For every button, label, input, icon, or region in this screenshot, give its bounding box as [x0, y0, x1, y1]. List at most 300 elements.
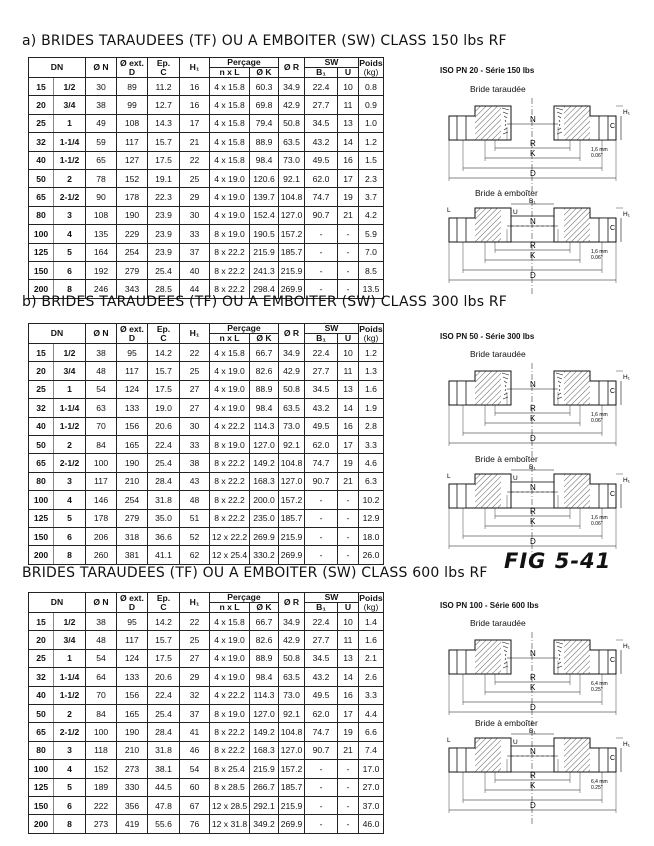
- table-cell: 14: [338, 133, 359, 151]
- table-cell: 8: [54, 546, 86, 564]
- table-row: [29, 491, 384, 509]
- table-cell: 1/2: [54, 78, 86, 96]
- table-cell: 4 x 15.8: [210, 151, 250, 169]
- table-cell: 34.5: [305, 114, 338, 132]
- table-cell: 4 x 19.0: [210, 631, 250, 649]
- table-cell: 51: [180, 509, 210, 527]
- col-h1: H₁: [180, 593, 210, 613]
- col-oext: Ø ext. D: [117, 593, 148, 613]
- table-cell: 92.1: [279, 169, 305, 187]
- table-cell: 41: [180, 723, 210, 741]
- table-cell: 12 x 22.2: [210, 527, 250, 545]
- table-cell: 127.0: [279, 741, 305, 759]
- table-cell: 33: [180, 225, 210, 243]
- table-cell: 150: [29, 261, 54, 279]
- table-cell: 15: [29, 78, 54, 96]
- table-cell: 48: [86, 362, 117, 380]
- table-cell: 117: [117, 362, 148, 380]
- table-cell: -: [338, 280, 359, 298]
- table-cell: 11.2: [148, 78, 180, 96]
- table-cell: 190: [117, 206, 148, 224]
- table-cell: 28.5: [148, 280, 180, 298]
- bride-emboiter-label: Bride à emboîter: [475, 454, 538, 464]
- table-cell: 98.4: [250, 668, 279, 686]
- table-cell: 13: [338, 114, 359, 132]
- table-row: [29, 815, 384, 833]
- table-cell: 2-1/2: [54, 454, 86, 472]
- dim-d: D: [530, 169, 536, 178]
- flange-tar-drawing: [445, 630, 630, 730]
- col-on: Ø N: [86, 58, 117, 78]
- table-row: [29, 133, 384, 151]
- table-cell: 43.2: [305, 133, 338, 151]
- table-row: [29, 778, 384, 796]
- facing-mm: 1,6 mm: [591, 249, 608, 255]
- table-cell: 25: [180, 169, 210, 187]
- table-cell: 190: [117, 723, 148, 741]
- table-cell: 185.7: [279, 243, 305, 261]
- table-cell: -: [338, 546, 359, 564]
- table-cell: 260: [86, 546, 117, 564]
- table-cell: 44: [180, 280, 210, 298]
- table-cell: 4.4: [359, 704, 384, 722]
- dim-u: U: [513, 209, 518, 216]
- table-cell: 89: [117, 78, 148, 96]
- dim-k: K: [530, 149, 536, 158]
- col-nxl: n x L: [210, 603, 250, 613]
- col-ep: Ep. C: [148, 58, 180, 78]
- table-cell: 124: [117, 649, 148, 667]
- col-u: U: [338, 603, 359, 613]
- table-cell: 7.0: [359, 243, 384, 261]
- table-cell: -: [305, 796, 338, 814]
- table-cell: 200: [29, 546, 54, 564]
- table-cell: 114.3: [250, 686, 279, 704]
- table-cell: 11: [338, 362, 359, 380]
- table-cell: 269.9: [279, 280, 305, 298]
- table-cell: 49.5: [305, 686, 338, 704]
- bride-taraudee-label: Bride taraudée: [470, 618, 526, 628]
- table-row: [29, 243, 384, 261]
- table-cell: 4 x 19.0: [210, 399, 250, 417]
- table-cell: 22.4: [305, 78, 338, 96]
- table-cell: 16: [338, 417, 359, 435]
- table-row: [29, 96, 384, 114]
- table-cell: 3/4: [54, 631, 86, 649]
- table-cell: 4 x 19.0: [210, 380, 250, 398]
- table-cell: 1.6: [359, 631, 384, 649]
- table-cell: 40: [29, 417, 54, 435]
- table-row: [29, 399, 384, 417]
- table-cell: 349.2: [250, 815, 279, 833]
- table-cell: 150: [29, 796, 54, 814]
- table-cell: 120.6: [250, 169, 279, 187]
- table-cell: 4.6: [359, 454, 384, 472]
- facing-mm: 6,4 mm: [591, 779, 608, 785]
- iso-label: ISO PN 50 - Série 300 lbs: [440, 332, 535, 341]
- table-cell: -: [338, 491, 359, 509]
- table-cell: 165: [117, 704, 148, 722]
- table-cell: 50.8: [279, 114, 305, 132]
- dim-b1: B₁: [529, 728, 536, 735]
- col-sw: SW: [305, 324, 359, 334]
- table-row: [29, 546, 384, 564]
- dim-r: R: [530, 404, 536, 413]
- table-cell: 23.9: [148, 243, 180, 261]
- table-cell: -: [305, 225, 338, 243]
- table-cell: 27.0: [359, 778, 384, 796]
- table-cell: 1: [54, 380, 86, 398]
- table-cell: 37: [180, 704, 210, 722]
- table-cell: -: [338, 815, 359, 833]
- table-cell: 92.1: [279, 435, 305, 453]
- table-cell: 14.2: [148, 613, 180, 631]
- table-cell: 185.7: [279, 509, 305, 527]
- table-cell: 104.8: [279, 188, 305, 206]
- table-cell: 74.7: [305, 454, 338, 472]
- dim-h1: H₁: [623, 374, 630, 381]
- table-cell: -: [338, 225, 359, 243]
- table-cell: 60: [180, 778, 210, 796]
- table-row: [29, 723, 384, 741]
- table-cell: 149.2: [250, 723, 279, 741]
- table-cell: 222: [86, 796, 117, 814]
- table-cell: 215.9: [279, 261, 305, 279]
- table-cell: 12 x 25.4: [210, 546, 250, 564]
- table-cell: 30: [180, 206, 210, 224]
- table-cell: 157.2: [279, 760, 305, 778]
- table-cell: 78: [86, 169, 117, 187]
- col-oext: Ø ext. D: [117, 58, 148, 78]
- table-cell: 66.7: [250, 344, 279, 362]
- col-u: U: [338, 68, 359, 78]
- table-cell: 25: [29, 649, 54, 667]
- table-cell: 30: [86, 78, 117, 96]
- table-cell: 28.4: [148, 723, 180, 741]
- table-cell: 54: [86, 380, 117, 398]
- table-cell: 1-1/4: [54, 668, 86, 686]
- table-cell: 330.2: [250, 546, 279, 564]
- table-cell: -: [338, 261, 359, 279]
- table-cell: 6: [54, 261, 86, 279]
- table-cell: -: [338, 527, 359, 545]
- table-cell: 273: [117, 760, 148, 778]
- table-cell: 13: [338, 649, 359, 667]
- table-row: [29, 454, 384, 472]
- table-row: [29, 188, 384, 206]
- dim-r: R: [530, 771, 536, 780]
- table-cell: 1-1/2: [54, 417, 86, 435]
- table-cell: 246: [86, 280, 117, 298]
- table-cell: 19.1: [148, 169, 180, 187]
- table-row: [29, 649, 384, 667]
- table-cell: 127.0: [279, 206, 305, 224]
- col-nxl: n x L: [210, 68, 250, 78]
- table-cell: 8 x 22.2: [210, 454, 250, 472]
- table-cell: 62: [180, 546, 210, 564]
- table-cell: 43.2: [305, 399, 338, 417]
- dim-c: C: [610, 491, 616, 498]
- table-cell: 16: [338, 686, 359, 704]
- table-cell: 63: [86, 399, 117, 417]
- table-cell: 15.7: [148, 133, 180, 151]
- table-cell: 67: [180, 796, 210, 814]
- table-cell: 104.8: [279, 454, 305, 472]
- table-cell: 215.9: [279, 527, 305, 545]
- col-ep: Ep. C: [148, 593, 180, 613]
- table-cell: 3: [54, 206, 86, 224]
- dim-c: C: [610, 388, 616, 395]
- dim-c: C: [610, 123, 616, 130]
- table-cell: 34.9: [279, 613, 305, 631]
- col-percage: Perçage: [210, 58, 279, 68]
- table-cell: 22: [180, 613, 210, 631]
- table-cell: 50.8: [279, 649, 305, 667]
- table-cell: 47.8: [148, 796, 180, 814]
- table-cell: 59: [86, 133, 117, 151]
- table-cell: 200: [29, 280, 54, 298]
- table-cell: 54: [86, 649, 117, 667]
- table-cell: 95: [117, 613, 148, 631]
- table-cell: 150: [29, 527, 54, 545]
- dim-k: K: [530, 251, 536, 260]
- table-cell: 38: [86, 96, 117, 114]
- table-cell: 118: [86, 741, 117, 759]
- col-or: Ø R: [279, 593, 305, 613]
- table-cell: 178: [86, 509, 117, 527]
- dim-d: D: [530, 434, 536, 443]
- table-cell: 49.5: [305, 151, 338, 169]
- table-cell: 20: [29, 96, 54, 114]
- table-cell: 79.4: [250, 114, 279, 132]
- col-ok: Ø K: [250, 603, 279, 613]
- dim-n: N: [530, 115, 536, 124]
- table-cell: 49: [86, 114, 117, 132]
- table-cell: 12 x 31.8: [210, 815, 250, 833]
- table-cell: 17: [338, 435, 359, 453]
- table-cell: 90: [86, 188, 117, 206]
- table-cell: 269.9: [279, 815, 305, 833]
- table-cell: 90.7: [305, 741, 338, 759]
- table-cell: 273: [86, 815, 117, 833]
- table-cell: -: [305, 280, 338, 298]
- dim-n: N: [530, 649, 536, 658]
- table-cell: 4: [54, 225, 86, 243]
- col-poids: Poids (kg): [359, 323, 383, 343]
- dim-k: K: [530, 414, 536, 423]
- flange-table: [28, 57, 384, 299]
- table-cell: 46: [180, 741, 210, 759]
- table-cell: 254: [117, 491, 148, 509]
- table-cell: 4: [54, 491, 86, 509]
- table-cell: 25: [180, 631, 210, 649]
- dim-c: C: [610, 225, 616, 232]
- col-h1: H₁: [180, 58, 210, 78]
- table-cell: 43: [180, 472, 210, 490]
- table-cell: 37: [180, 243, 210, 261]
- table-cell: 31.8: [148, 491, 180, 509]
- table-cell: 190.5: [250, 225, 279, 243]
- table-cell: 34.5: [305, 380, 338, 398]
- table-row: [29, 613, 384, 631]
- dim-l: L: [447, 473, 451, 480]
- table-row: [29, 380, 384, 398]
- table-cell: 22: [180, 344, 210, 362]
- table-cell: 52: [180, 527, 210, 545]
- table-cell: 4 x 19.0: [210, 362, 250, 380]
- table-cell: 82.6: [250, 362, 279, 380]
- table-cell: 1-1/4: [54, 399, 86, 417]
- table-cell: 146: [86, 491, 117, 509]
- table-cell: 10: [338, 78, 359, 96]
- table-cell: 149.2: [250, 454, 279, 472]
- table-cell: 27: [180, 399, 210, 417]
- table-cell: 10.2: [359, 491, 384, 509]
- col-oext: Ø ext. D: [117, 324, 148, 344]
- table-row: [29, 527, 384, 545]
- bride-emboiter-label: Bride à emboîter: [475, 718, 538, 728]
- facing-inch: 0.06": [591, 255, 603, 261]
- table-cell: 80: [29, 206, 54, 224]
- table-cell: 165: [117, 435, 148, 453]
- table-row: [29, 509, 384, 527]
- table-cell: 127.0: [250, 435, 279, 453]
- table-cell: 29: [180, 188, 210, 206]
- table-cell: 127.0: [279, 472, 305, 490]
- table-cell: 192: [86, 261, 117, 279]
- iso-label: ISO PN 20 - Série 150 lbs: [440, 66, 535, 75]
- col-poids: Poids (kg): [359, 57, 383, 77]
- table-row: [29, 151, 384, 169]
- table-cell: 10: [338, 613, 359, 631]
- table-cell: 117: [117, 631, 148, 649]
- table-row: [29, 362, 384, 380]
- table-cell: 2: [54, 169, 86, 187]
- table-cell: 50.8: [279, 380, 305, 398]
- table-cell: 34.9: [279, 344, 305, 362]
- flange-emb-drawing: [445, 728, 630, 828]
- table-cell: 23.9: [148, 225, 180, 243]
- table-cell: 19: [338, 723, 359, 741]
- table-cell: 2.6: [359, 668, 384, 686]
- table-cell: 74.7: [305, 723, 338, 741]
- table-cell: 49.5: [305, 417, 338, 435]
- table-cell: 8 x 22.2: [210, 723, 250, 741]
- table-cell: 6: [54, 796, 86, 814]
- table-cell: 298.4: [250, 280, 279, 298]
- facing-mm: 6,4 mm: [591, 681, 608, 687]
- table-cell: 215.9: [250, 760, 279, 778]
- table-cell: 17: [338, 704, 359, 722]
- table-cell: 54: [180, 760, 210, 778]
- table-cell: 4 x 15.8: [210, 114, 250, 132]
- table-cell: 127: [117, 151, 148, 169]
- col-u: U: [338, 334, 359, 344]
- table-cell: 279: [117, 261, 148, 279]
- table-cell: 14.2: [148, 344, 180, 362]
- table-cell: 25.4: [148, 454, 180, 472]
- table-cell: 44.5: [148, 778, 180, 796]
- table-cell: 157.2: [279, 225, 305, 243]
- table-cell: 124: [117, 380, 148, 398]
- table-cell: 32: [29, 399, 54, 417]
- dim-d: D: [530, 703, 536, 712]
- flange-table: [28, 592, 384, 834]
- table-cell: 27: [180, 649, 210, 667]
- dim-h1: H₁: [623, 477, 630, 484]
- table-cell: 26.0: [359, 546, 384, 564]
- col-on: Ø N: [86, 324, 117, 344]
- table-cell: 4 x 19.0: [210, 206, 250, 224]
- table-cell: 1: [54, 649, 86, 667]
- table-cell: 330: [117, 778, 148, 796]
- dim-d: D: [530, 801, 536, 810]
- table-row: [29, 741, 384, 759]
- table-cell: 46.0: [359, 815, 384, 833]
- table-cell: 356: [117, 796, 148, 814]
- table-cell: -: [338, 778, 359, 796]
- table-cell: 32: [29, 668, 54, 686]
- table-row: [29, 261, 384, 279]
- flange-taraudee-diagram: [445, 361, 630, 466]
- table-cell: 8 x 19.0: [210, 225, 250, 243]
- table-cell: 17.0: [359, 760, 384, 778]
- table-cell: 6.6: [359, 723, 384, 741]
- table-cell: 0.9: [359, 96, 384, 114]
- table-cell: 200.0: [250, 491, 279, 509]
- table-cell: 1.2: [359, 133, 384, 151]
- table-cell: 80: [29, 741, 54, 759]
- col-on: Ø N: [86, 593, 117, 613]
- table-cell: 27.7: [305, 362, 338, 380]
- table-cell: 0.8: [359, 78, 384, 96]
- dim-d: D: [530, 537, 536, 546]
- facing-inch: 0.25": [591, 785, 603, 791]
- table-cell: 55.6: [148, 815, 180, 833]
- table-cell: 189: [86, 778, 117, 796]
- table-cell: 4: [54, 760, 86, 778]
- table-cell: 6: [54, 527, 86, 545]
- table-cell: 40: [29, 151, 54, 169]
- table-cell: 8 x 22.2: [210, 243, 250, 261]
- table-cell: -: [305, 815, 338, 833]
- table-cell: 1.4: [359, 613, 384, 631]
- table-cell: 21: [338, 472, 359, 490]
- table-cell: 8 x 19.0: [210, 435, 250, 453]
- table-cell: 15: [29, 613, 54, 631]
- table-cell: 2.8: [359, 417, 384, 435]
- table-cell: 99: [117, 96, 148, 114]
- facing-mm: 1,6 mm: [591, 515, 608, 521]
- table-cell: -: [305, 243, 338, 261]
- table-cell: 60.3: [250, 78, 279, 96]
- table-cell: -: [305, 261, 338, 279]
- table-cell: 2: [54, 435, 86, 453]
- table-cell: 11: [338, 631, 359, 649]
- table-cell: 178: [117, 188, 148, 206]
- dim-n: N: [530, 380, 536, 389]
- table-cell: 157.2: [279, 491, 305, 509]
- col-b1: B₁: [305, 603, 338, 613]
- table-cell: 27: [180, 380, 210, 398]
- col-dn: DN: [29, 58, 86, 78]
- table-cell: 12.7: [148, 96, 180, 114]
- table-cell: 14: [338, 668, 359, 686]
- table-cell: 22.4: [148, 686, 180, 704]
- facing-mm: 1,6 mm: [591, 412, 608, 418]
- flange-emb-drawing: [445, 198, 630, 298]
- table-cell: 156: [117, 686, 148, 704]
